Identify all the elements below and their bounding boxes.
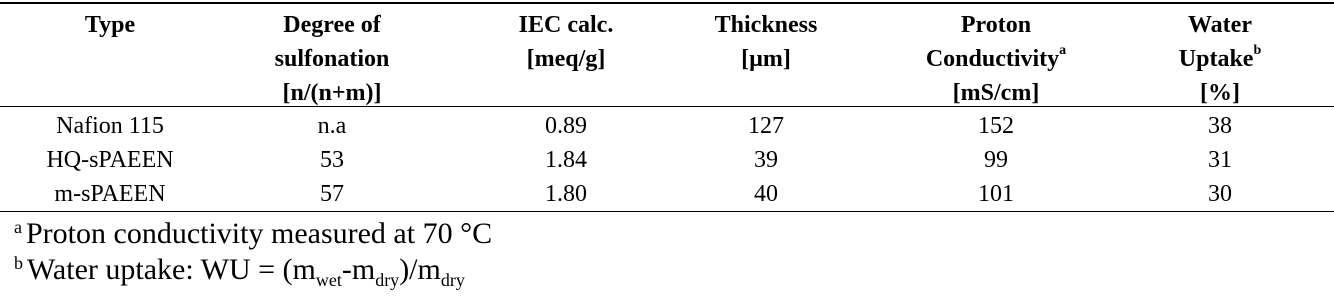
header-line: [mS/cm] [952, 80, 1040, 106]
footnote-b-sub-wet: wet [315, 270, 342, 290]
table-row [0, 177, 1334, 211]
cell-water-uptake: 38 [1208, 113, 1232, 139]
table-bottom-rule [0, 211, 1334, 212]
header-line: IEC calc. [518, 12, 614, 38]
header-line: Thickness [714, 12, 818, 38]
footnote-b-mid: -m [341, 253, 376, 286]
header-proton-conductivity [896, 8, 1096, 110]
footnote-marker-b: b [1253, 43, 1262, 58]
header-line: Degree of [283, 12, 381, 38]
cell-degree: 53 [320, 147, 344, 173]
cell-type: HQ-sPAEEN [46, 147, 174, 173]
footnote-a [14, 216, 492, 252]
footnote-marker-a: a [1059, 43, 1067, 58]
cell-iec: 1.84 [545, 147, 587, 173]
header-line: [%] [1200, 80, 1240, 106]
footnote-b-text: Water uptake: WU = (m [27, 253, 316, 286]
header-water-uptake [1120, 8, 1320, 110]
header-line-text: Conductivity [925, 46, 1060, 72]
footnote-a-text: Proton conductivity measured at 70 °C [26, 217, 493, 250]
cell-iec: 0.89 [545, 113, 587, 139]
footnote-b-sub-dry-2: dry [440, 270, 465, 290]
table-header-rule [0, 106, 1334, 107]
header-line: sulfonation [274, 46, 390, 72]
header-degree-of-sulfonation [232, 8, 432, 110]
footnote-b-marker: b [14, 253, 23, 273]
footnote-b-sub-dry: dry [375, 270, 400, 290]
header-line: Proton [960, 12, 1032, 38]
cell-thickness: 40 [754, 181, 778, 207]
header-iec-calc [466, 8, 666, 76]
header-line: [meq/g] [526, 46, 606, 72]
header-line-with-sup [1120, 42, 1320, 76]
footnote-a-marker: a [14, 217, 22, 237]
cell-water-uptake: 30 [1208, 181, 1232, 207]
header-type [10, 8, 210, 42]
header-line: Water [1188, 12, 1252, 38]
footnote-b-end: )/m [399, 253, 441, 286]
cell-type: Nafion 115 [56, 113, 164, 139]
table-top-rule [0, 2, 1334, 4]
header-line-text: Uptake [1178, 46, 1254, 72]
cell-thickness: 39 [754, 147, 778, 173]
cell-type: m-sPAEEN [54, 181, 166, 207]
table-row [0, 109, 1334, 143]
cell-conductivity: 152 [978, 113, 1014, 139]
header-thickness [666, 8, 866, 76]
header-line: [µm] [741, 46, 791, 72]
cell-thickness: 127 [748, 113, 784, 139]
header-line: [n/(n+m)] [282, 80, 382, 106]
cell-degree: n.a [317, 113, 347, 139]
cell-conductivity: 101 [978, 181, 1014, 207]
header-line-with-sup [896, 42, 1096, 76]
table-row [0, 143, 1334, 177]
cell-water-uptake: 31 [1208, 147, 1232, 173]
cell-degree: 57 [320, 181, 344, 207]
cell-conductivity: 99 [984, 147, 1008, 173]
cell-iec: 1.80 [545, 181, 587, 207]
footnote-b [14, 252, 465, 298]
header-line: Type [84, 12, 136, 38]
